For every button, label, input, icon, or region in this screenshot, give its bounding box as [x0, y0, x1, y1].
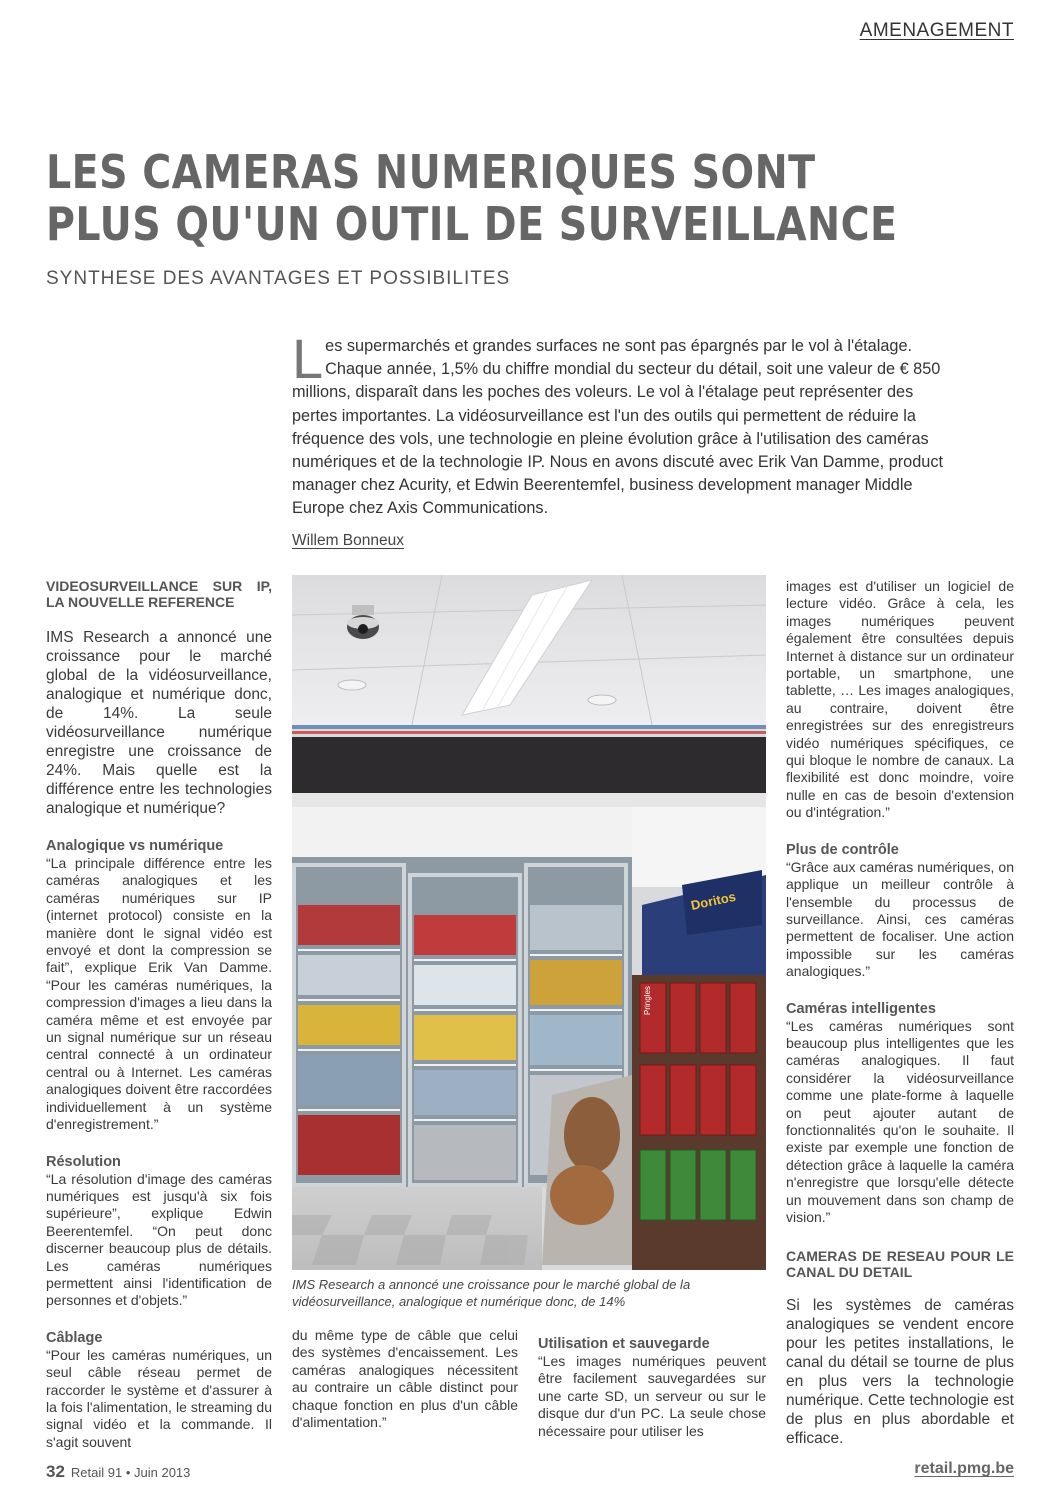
right-column	[786, 578, 1014, 1448]
paragraph-smart-cameras: “Les caméras numériques sont beaucoup plus intelligentes que les caméras analogiques. Il faut considérer la vidéosurveillance comme une plate-forme à laquelle on peut ajouter autant de fonctionnalités qu'on le souhaite. Il existe par exemple une fonction de détection grâce à laquelle la caméra n'enregistre que lorsqu'elle détecte un mouvement dans son champ de vision.”	[786, 1017, 1014, 1225]
headline	[46, 145, 898, 251]
author-byline: Willem Bonneux	[292, 532, 404, 549]
paragraph-cabling-cont: du même type de câble que celui des systèmes d'encaissement. Les caméras analogiques nécessitent au contraire un câble distinct pour chaque fonction en plus d'un câble d'alimentation.”	[292, 1327, 518, 1431]
subheading-analog: Analogique vs numérique	[46, 838, 224, 854]
subheading-cabling: Câblage	[46, 1329, 103, 1346]
intro-text: es supermarchés et grandes surfaces ne sont pas épargnés par le vol à l'étalage. Chaque année, 1,5% du chiffre mondial du secteur du détail, soit une valeur de € 850 millions, disparaît dans les poches des voleurs. Le vol à l'étalage peut représenter des pertes importantes. La vidéosurveillance est l'un des outils qui permettent de réduire la fréquence des vols, une technologie en pleine évolution grâce à l'utilisation des caméras numériques et de la technologie IP. Nous en avons discuté avec Erik Van Damme, product manager chez Acurity, et Edwin Beerentemfel, business development manager Middle Europe chez Axis Communications.	[292, 337, 944, 518]
paragraph-control: “Grâce aux caméras numériques, on applique un meilleur contrôle à l'ensemble du processus de surveillance. Ainsi, ces caméras permettent de focaliser. Une action impossible sur les caméras analogiques.”	[786, 858, 1014, 980]
photo-caption: IMS Research a annoncé une croissance pour le marché global de la vidéosurveillance, analogique et numérique donc, de 14%	[292, 1277, 691, 1309]
section-text-ip: IMS Research a annoncé une croissance pour le marché global de la vidéosurveillance, analogique et numérique donc, de 14%. La seule vidéosurveillance numérique enregistre une croissance de 24%. Mais quelle est la différence entre les technologies analogique et numérique?	[46, 629, 272, 817]
paragraph-usage: “Les images numériques peuvent être facilement sauvegardées sur une carte SD, un serveur ou sur le disque dur d'un PC. La seule chose nécessaire pour utiliser les	[538, 1353, 766, 1439]
middle-column-2	[538, 1336, 766, 1440]
website-link[interactable]: retail.pmg.be	[914, 1460, 1014, 1477]
store-photo	[292, 575, 766, 1270]
subheading-smart-cameras: Caméras intelligentes	[786, 1000, 936, 1017]
intro-paragraph	[292, 327, 960, 521]
headline-line-2: PLUS QU'UN OUTIL DE SURVEILLANCE	[46, 197, 898, 251]
paragraph-resolution: “La résolution d'image des caméras numériques est jusqu'à six fois supérieure”, explique Edwin Beerentemfel. “On peut donc discerner beaucoup plus de détails. Les caméras numériques permettent ainsi l'identification de personnes et d'objets.”	[46, 1170, 272, 1309]
left-column	[46, 578, 272, 1451]
svg-text:Pringles: Pringles	[643, 986, 652, 1015]
svg-text:Doritos: Doritos	[689, 888, 738, 913]
page-number: 32	[46, 1462, 65, 1481]
section-heading-network: CAMERAS DE RESEAU POUR LE CANAL DU DETAIL	[786, 1248, 1014, 1281]
section-text-network: Si les systèmes de caméras analogiques se vendent encore pour les petites installations, le canal du détail se tourne de plus en plus vers la technologie numérique. Cette technologie est de plus en plus abordable et efficace.	[786, 1297, 1014, 1448]
paragraph-usage-cont: images est d'utiliser un logiciel de lecture vidéo. Grâce à cela, les images numériques peuvent également être consultées depuis Internet à distance sur un ordinateur portable, un smartphone, une tablette, … Les images analogiques, au contraire, doivent être enregistrées sur des enregistreurs vidéo numériques spécifiques, ce qui bloque le nombre de canaux. La flexibilité est donc moindre, voire nulle en cas de besoin d'extension ou d'intégration.”	[786, 578, 1014, 821]
subheading-resolution: Résolution	[46, 1153, 121, 1170]
subheadline: SYNTHESE DES AVANTAGES ET POSSIBILITES	[46, 268, 511, 289]
headline-line-1: LES CAMERAS NUMERIQUES SONT	[46, 145, 816, 199]
drop-cap: L	[292, 327, 324, 390]
subheading-usage: Utilisation et sauvegarde	[538, 1336, 710, 1352]
paragraph-analog: “La principale différence entre les caméras analogiques et les caméras numériques sur IP (internet protocol) consiste en la manière dont le signal vidéo est envoyé et dont la compression se fait”, explique Erik Van Damme. “Pour les caméras numériques, la compression d'images a lieu dans la caméra même et est envoyée par un signal numérique sur un réseau central connecté à un ordinateur central ou à Internet. Les caméras analogiques doivent être raccordées individuellement à un système d'enregistrement.”	[46, 855, 272, 1133]
section-heading-ip: VIDEOSURVEILLANCE SUR IP, LA NOUVELLE REFERENCE	[46, 578, 272, 610]
subheading-control: Plus de contrôle	[786, 841, 899, 858]
issue-info: Retail 91 • Juin 2013	[70, 1465, 191, 1480]
footer-left	[46, 1462, 190, 1482]
paragraph-cabling: “Pour les caméras numériques, un seul câble réseau permet de raccorder le système et d'assurer à la fois l'alimentation, le streaming du signal vidéo et la commande. Il s'agit souvent	[46, 1346, 272, 1450]
section-tag: AMENAGEMENT	[859, 20, 1014, 41]
middle-column-1	[292, 1327, 518, 1431]
